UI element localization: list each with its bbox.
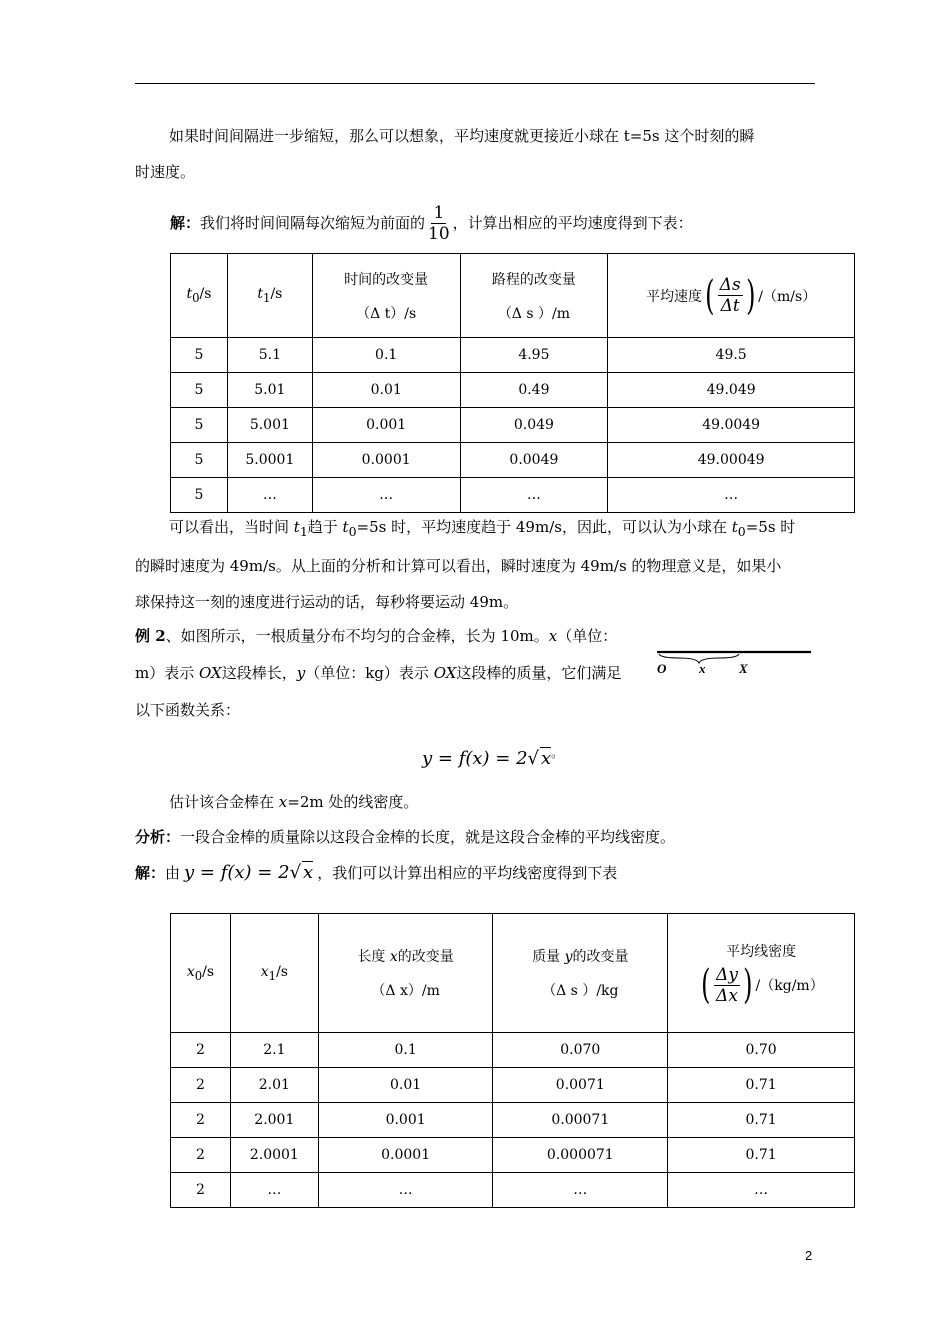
table-cell: 0.070 [493,1033,668,1068]
velocity-table [170,253,855,513]
table-cell: 0.000071 [493,1138,668,1173]
table-cell: 0.1 [312,338,460,373]
solution1-label: 解： [170,214,201,232]
table-cell: 5.0001 [227,443,312,478]
header-x0: $x_0/s$ [171,914,231,1033]
table-cell: 49.00049 [608,443,855,478]
table-header-row [171,914,855,1033]
example2-line1: 例 2、如图所示，一根质量分布不均匀的合金棒，长为 10m。x（单位： [135,627,618,645]
table-cell: 2 [171,1103,231,1138]
fraction-numerator: 1 [433,202,445,223]
header-average-velocity: 平均速度 ( $\frac{\Delta s}{\Delta t}$ ) /（m/s） [608,254,855,338]
table-row [171,1068,855,1103]
rod-label-x: x [699,661,706,676]
table-cell: 5 [171,478,228,513]
table-cell: 5.001 [227,408,312,443]
para1-line2: 时速度。 [135,163,196,181]
table-cell: … [668,1173,855,1208]
solution2-formula: y = f(x) = 2√ x [184,862,314,883]
table-cell: 0.01 [318,1068,493,1103]
table-cell: 49.0049 [608,408,855,443]
table-cell: 2 [171,1138,231,1173]
table-cell: 2 [171,1033,231,1068]
table-cell: 0.01 [312,373,460,408]
solution1-line [170,200,855,246]
table-cell: 0.71 [668,1138,855,1173]
solution1-text-after: ，计算出相应的平均速度得到下表： [452,214,693,232]
table-cell: … [227,478,312,513]
table-cell: 2.1 [230,1033,318,1068]
table-cell: 0.00071 [493,1103,668,1138]
table-cell: 49.049 [608,373,855,408]
density-table [170,913,855,1208]
table-cell: 0.71 [668,1068,855,1103]
table-cell: 0.1 [318,1033,493,1068]
para2-line3: 球保持这一刻的速度进行运动的话，每秒将要运动 49m。 [135,593,519,611]
table-row [171,1173,855,1208]
example2-line3: 以下函数关系： [135,701,241,719]
page-number: 2 [805,1248,813,1263]
table-cell: 5 [171,338,228,373]
table-cell: 2 [171,1068,231,1103]
table-row [171,1138,855,1173]
para2-line1: 可以看出，当时间 $t_1$趋于 $t_0=5s$ 时，平均速度趋于 49m/s，因此，可以认为小球在 $t_0=5s$ 时 [169,518,796,539]
table-cell: 5 [171,408,228,443]
table-cell: 0.0071 [493,1068,668,1103]
header-rule [135,83,815,84]
table-cell: 0.049 [460,408,608,443]
rod-label-X: X [739,661,748,676]
header-length-change: 长度 x的改变量 （Δ x）/m [318,914,493,1033]
analysis-line: 分析：一段合金棒的质量除以这段合金棒的长度，就是这段合金棒的平均线密度。 [135,828,676,846]
table-cell: 2 [171,1173,231,1208]
example2-line2: m）表示 OX这段棒长，y（单位：kg）表示 OX这段棒的质量，它们满足 [135,664,622,682]
table-row [171,338,855,373]
table-header-row [171,254,855,338]
header-time-change: 时间的改变量 （Δ t）/s [312,254,460,338]
header-t1: $t_1/s$ [227,254,312,338]
table-cell: 2.0001 [230,1138,318,1173]
table-cell: … [230,1173,318,1208]
table-cell: … [312,478,460,513]
table-cell: 0.0001 [312,443,460,478]
table-cell: 0.71 [668,1103,855,1138]
table-cell: 5.01 [227,373,312,408]
rod-figure [655,646,815,678]
solution2-line: 解： 由 y = f(x) = 2√ x ，我们可以计算出相应的平均线密度得到下表 [135,862,618,883]
table-cell: … [493,1173,668,1208]
table-cell: 5 [171,443,228,478]
table-cell: … [608,478,855,513]
table-row [171,1033,855,1068]
table-row [171,478,855,513]
table-cell: 2.001 [230,1103,318,1138]
example2-line5: 估计该合金棒在 x=2m 处的线密度。 [169,793,419,811]
table-cell: … [318,1173,493,1208]
table-cell: 49.5 [608,338,855,373]
header-t0: $t_0/s$ [171,254,228,338]
table-row [171,408,855,443]
fraction-one-tenth [428,203,450,244]
table-cell: … [460,478,608,513]
table-cell: 5 [171,373,228,408]
table-cell: 2.01 [230,1068,318,1103]
table-row [171,373,855,408]
header-distance-change: 路程的改变量 （Δ s ）/m [460,254,608,338]
table-cell: 0.0001 [318,1138,493,1173]
table-cell: 0.0049 [460,443,608,478]
fraction-denominator: 10 [428,223,450,244]
table-cell: 0.70 [668,1033,855,1068]
table-cell: 5.1 [227,338,312,373]
table-row [171,443,855,478]
table-cell: 0.001 [318,1103,493,1138]
header-average-density: 平均线密度 ( $\frac{\Delta y}{\Delta x}$ ) /（kg/m） [668,914,855,1033]
header-mass-change: 质量 y的改变量 （Δ s ）/kg [493,914,668,1033]
solution1-text-before: 我们将时间间隔每次缩短为前面的 [200,214,426,232]
rod-label-o: O [657,661,667,676]
para2-line2: 的瞬时速度为 49m/s。从上面的分析和计算可以看出，瞬时速度为 49m/s 的物理意义是，如果小 [135,557,782,575]
table-cell: 0.49 [460,373,608,408]
header-x1: $x_1/s$ [230,914,318,1033]
table-cell: 4.95 [460,338,608,373]
table-cell: 0.001 [312,408,460,443]
para1-line1: 如果时间间隔进一步缩短，那么可以想象，平均速度就更接近小球在 t=5s 这个时刻的瞬 [169,127,755,145]
formula-center: y = f(x) = 2√ x。 [422,746,564,769]
table-row [171,1103,855,1138]
